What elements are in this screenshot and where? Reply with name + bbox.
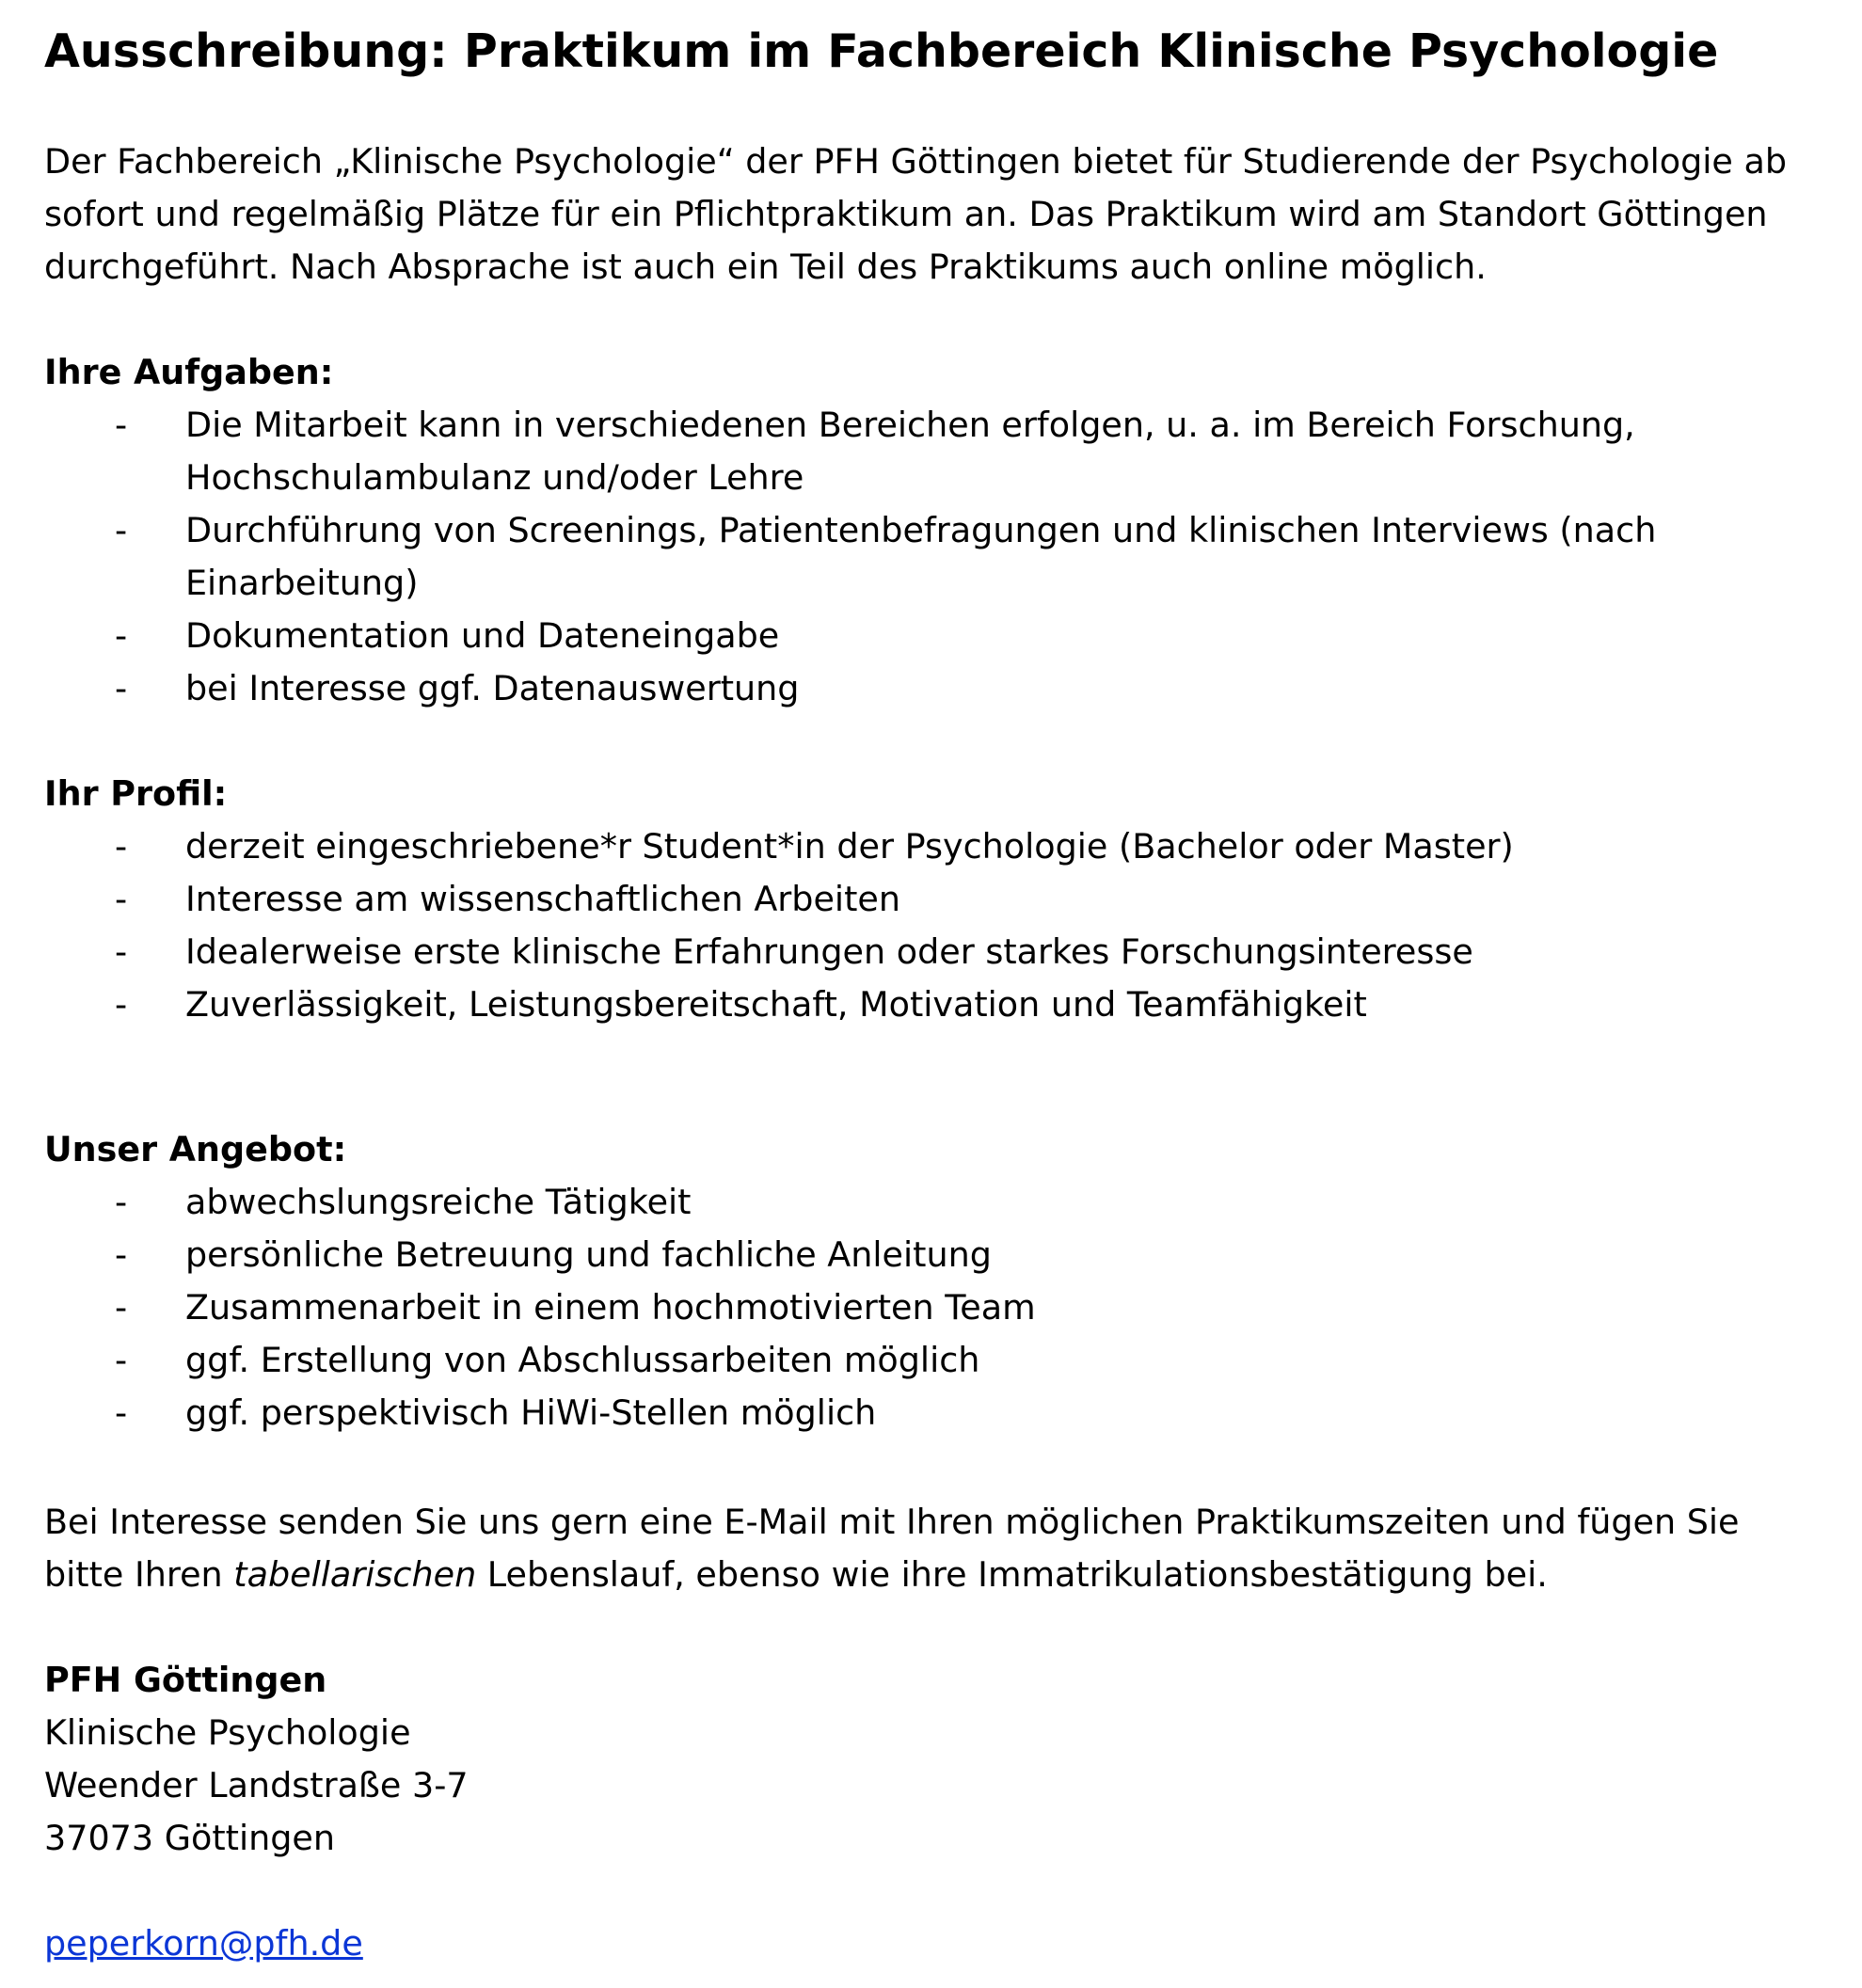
- list-item-text: abwechslungsreiche Tätigkeit: [185, 1182, 692, 1222]
- list-item: [0, 399, 1656, 504]
- email-link[interactable]: peperkorn@pfh.de: [44, 1923, 363, 1964]
- list-item-text: Interesse am wissenschaftlichen Arbeiten: [185, 879, 900, 919]
- list-item-text: Die Mitarbeit kann in verschiedenen Bereichen erfolgen, u. a. im Bereich Forschung,: [185, 405, 1635, 445]
- intro-line: Der Fachbereich „Klinische Psychologie“ der PFH Göttingen bietet für Studierende der Psychologie ab: [44, 141, 1787, 182]
- address-org: PFH Göttingen: [44, 1660, 327, 1700]
- dash-bullet: -: [115, 1392, 128, 1433]
- profile-heading: Ihr Profil:: [44, 773, 228, 814]
- dash-bullet: -: [115, 405, 128, 445]
- dash-bullet: -: [115, 1182, 128, 1222]
- closing-text: bitte Ihren: [44, 1554, 234, 1595]
- intro-line: sofort und regelmäßig Plätze für ein Pflichtpraktikum an. Das Praktikum wird am Standort Göttingen: [44, 194, 1768, 234]
- dash-bullet: -: [115, 615, 128, 656]
- list-item: [0, 873, 1514, 926]
- list-item-text: derzeit eingeschriebene*r Student*in der Psychologie (Bachelor oder Master): [185, 826, 1514, 867]
- dash-bullet: -: [115, 984, 128, 1025]
- dash-bullet: -: [115, 1234, 128, 1275]
- dash-bullet: -: [115, 826, 128, 867]
- list-item-text: persönliche Betreuung und fachliche Anleitung: [185, 1234, 992, 1275]
- dash-bullet: -: [115, 510, 128, 550]
- list-item: [0, 662, 1656, 715]
- address-city: 37073 Göttingen: [44, 1818, 335, 1858]
- intro-paragraph: [44, 135, 1832, 294]
- list-item: [0, 504, 1656, 610]
- offer-heading: Unser Angebot:: [44, 1129, 347, 1169]
- dash-bullet: -: [115, 931, 128, 972]
- tasks-list: [0, 399, 1656, 715]
- list-item: [0, 1334, 1036, 1387]
- closing-paragraph: [44, 1496, 1832, 1601]
- closing-line: Bei Interesse senden Sie uns gern eine E-Mail mit Ihren möglichen Praktikumszeiten und fügen Sie: [44, 1502, 1740, 1542]
- address-block: [44, 1654, 469, 1865]
- closing-line: [44, 1549, 1832, 1601]
- profile-list: [0, 820, 1514, 1031]
- offer-list: [0, 1176, 1036, 1439]
- dash-bullet: -: [115, 1340, 128, 1380]
- intro-line: durchgeführt. Nach Absprache ist auch ein Teil des Praktikums auch online möglich.: [44, 247, 1487, 287]
- list-item-text: Hochschulambulanz und/oder Lehre: [185, 457, 804, 498]
- list-item: [0, 820, 1514, 873]
- dash-bullet: -: [115, 879, 128, 919]
- list-item-text: Einarbeitung): [185, 563, 419, 603]
- list-item-text: Idealerweise erste klinische Erfahrungen oder starkes Forschungsinteresse: [185, 931, 1473, 972]
- list-item-text: Dokumentation und Dateneingabe: [185, 615, 780, 656]
- list-item-text: ggf. Erstellung von Abschlussarbeiten möglich: [185, 1340, 980, 1380]
- list-item-text: Zuverlässigkeit, Leistungsbereitschaft, Motivation und Teamfähigkeit: [185, 984, 1367, 1025]
- list-item: [0, 1229, 1036, 1281]
- list-item-text: bei Interesse ggf. Datenauswertung: [185, 668, 800, 708]
- list-item: [0, 978, 1514, 1031]
- closing-italic-text: tabellarischen: [233, 1554, 477, 1595]
- list-item-text: Zusammenarbeit in einem hochmotivierten Team: [185, 1287, 1036, 1328]
- list-item: [0, 1387, 1036, 1439]
- list-item: [0, 1281, 1036, 1334]
- dash-bullet: -: [115, 668, 128, 708]
- list-item: [0, 1176, 1036, 1229]
- page-title: Ausschreibung: Praktikum im Fachbereich Klinische Psychologie: [44, 24, 1719, 78]
- list-item-text: Durchführung von Screenings, Patientenbefragungen und klinischen Interviews (nach: [185, 510, 1657, 550]
- dash-bullet: -: [115, 1287, 128, 1328]
- address-street: Weender Landstraße 3-7: [44, 1765, 469, 1805]
- list-item: [0, 926, 1514, 978]
- closing-text: Lebenslauf, ebenso wie ihre Immatrikulationsbestätigung bei.: [476, 1554, 1548, 1595]
- tasks-heading: Ihre Aufgaben:: [44, 352, 334, 392]
- list-item: [0, 610, 1656, 662]
- list-item-text: ggf. perspektivisch HiWi-Stellen möglich: [185, 1392, 877, 1433]
- address-department: Klinische Psychologie: [44, 1712, 411, 1753]
